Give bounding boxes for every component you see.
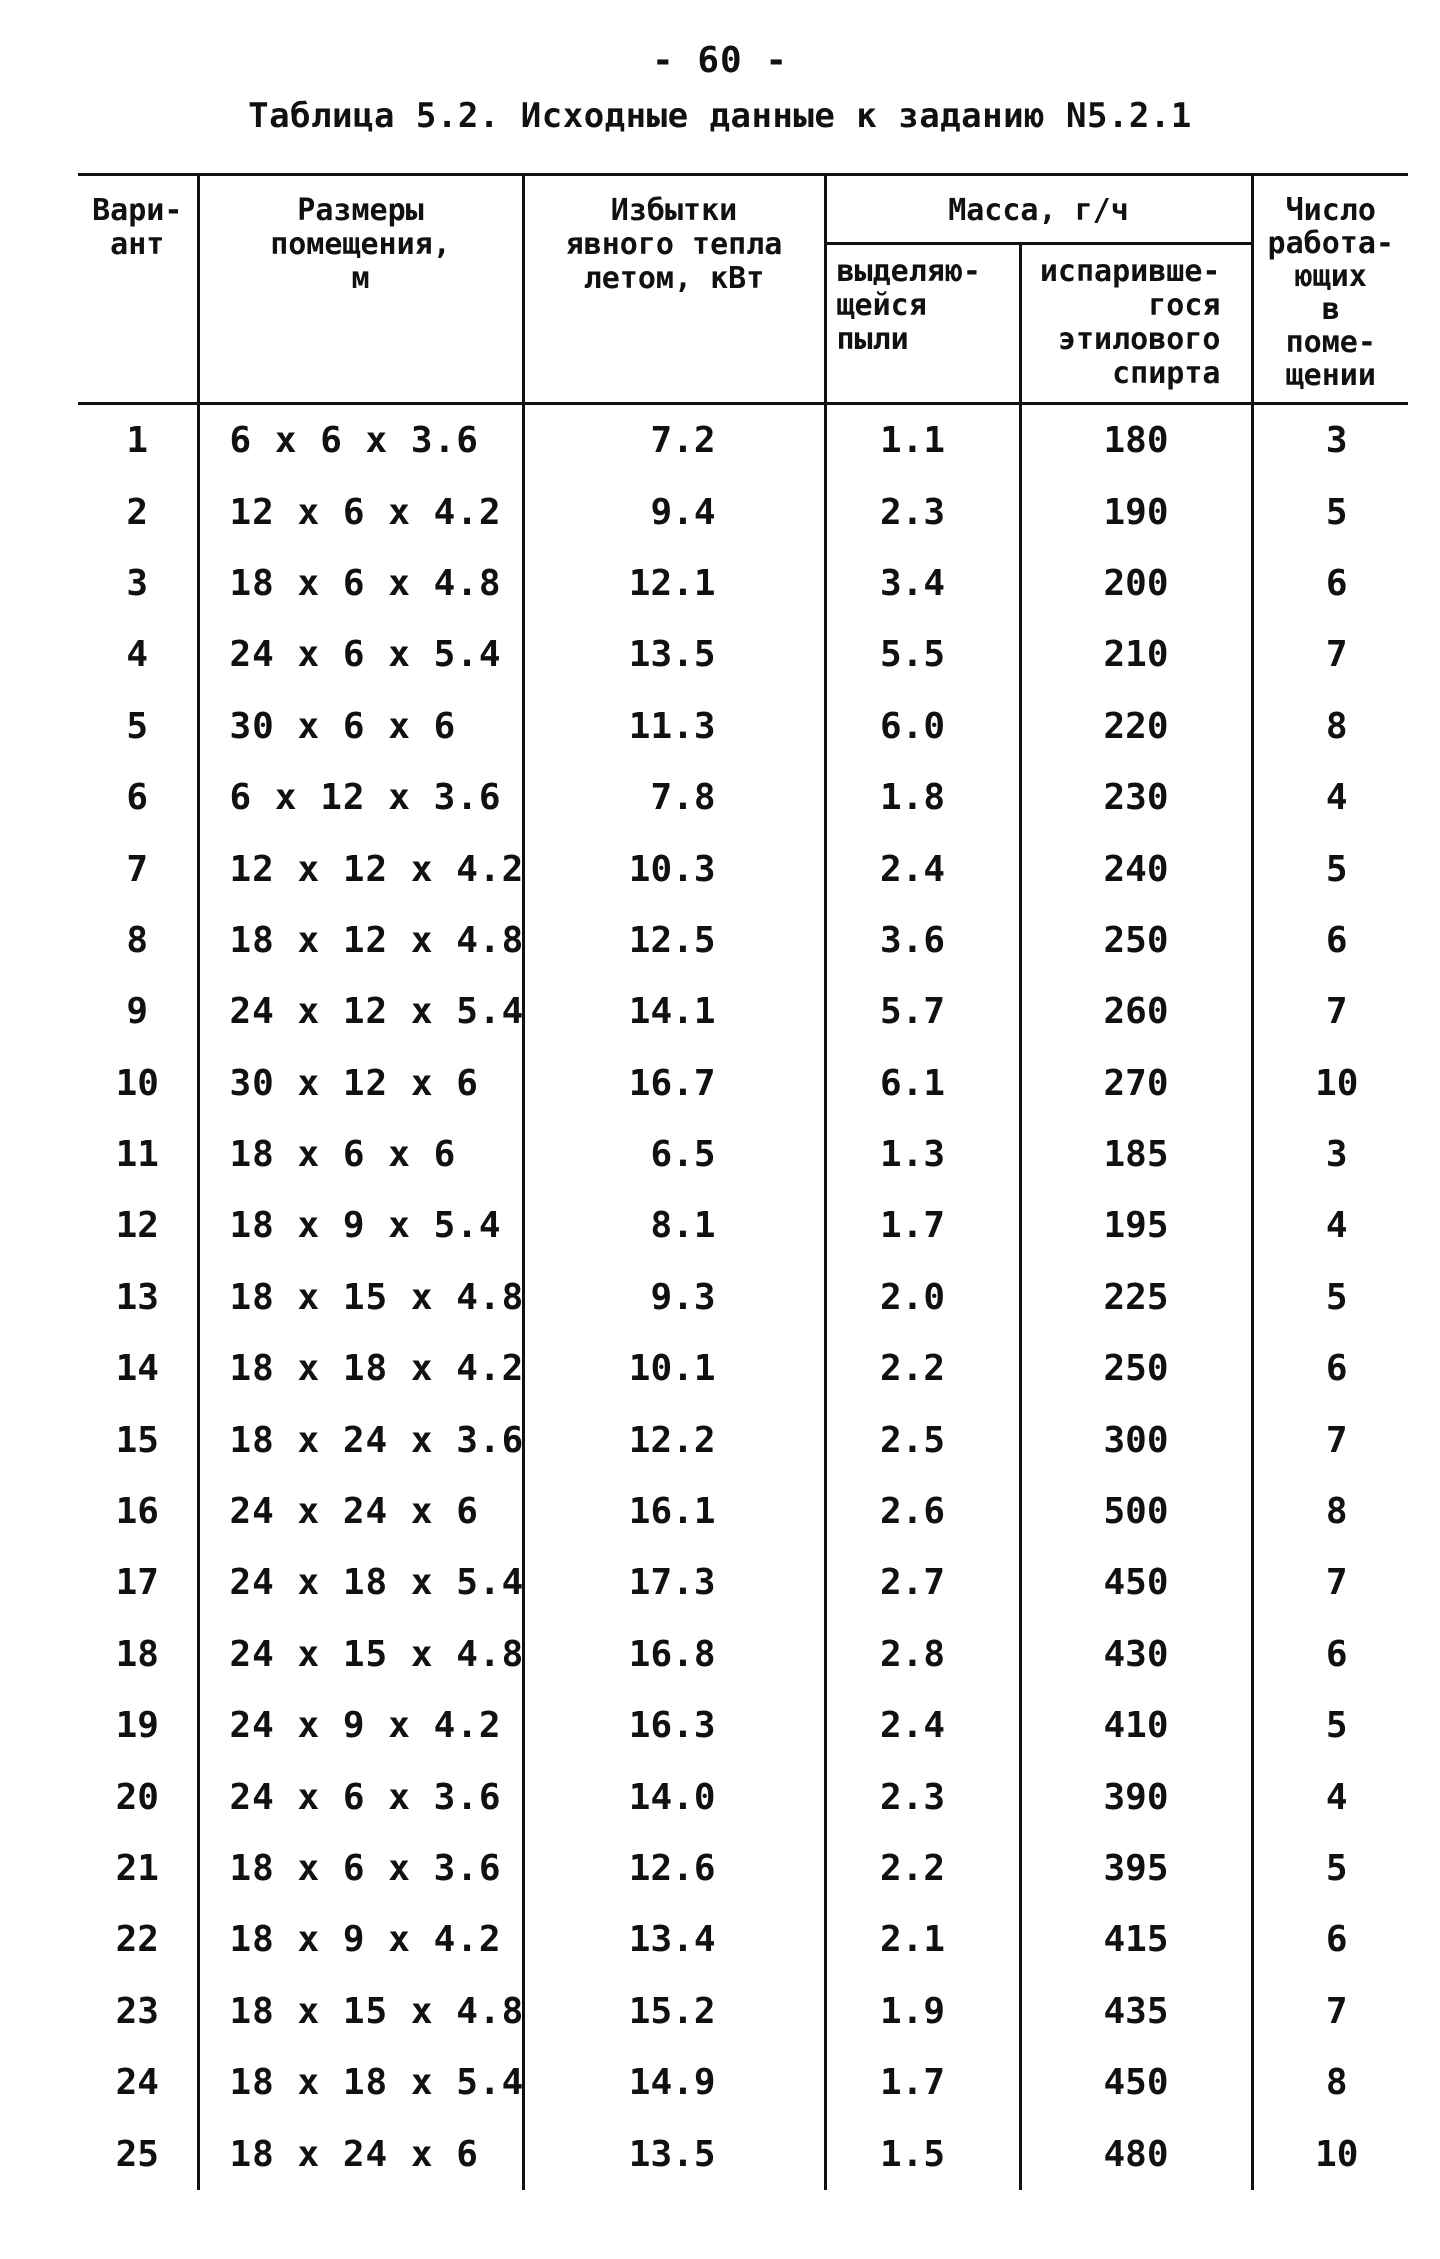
table-row [78,833,1408,904]
cell-workers: 3 [1252,404,1408,477]
cell-workers: 7 [1252,619,1408,690]
cell-variant: 18 [78,1619,198,1690]
cell-variant: 21 [78,1833,198,1904]
cell-room-size: 24 x 6 x 3.6 [198,1761,523,1832]
cell-heat-excess: 16.3 [523,1690,825,1761]
cell-dust: 2.2 [825,1333,1020,1404]
cell-dust: 6.1 [825,1048,1020,1119]
cell-workers: 4 [1252,762,1408,833]
cell-variant: 10 [78,1048,198,1119]
cell-dust: 2.3 [825,476,1020,547]
cell-variant: 25 [78,2118,198,2189]
cell-workers: 5 [1252,476,1408,547]
cell-heat-excess: 17.3 [523,1547,825,1618]
cell-dust: 2.0 [825,1262,1020,1333]
cell-variant: 16 [78,1476,198,1547]
cell-workers: 7 [1252,976,1408,1047]
cell-heat-excess: 6.5 [523,1119,825,1190]
cell-variant: 22 [78,1904,198,1975]
cell-workers: 8 [1252,1476,1408,1547]
cell-alcohol: 410 [1020,1690,1252,1761]
cell-room-size: 18 x 6 x 6 [198,1119,523,1190]
cell-alcohol: 500 [1020,1476,1252,1547]
cell-dust: 1.3 [825,1119,1020,1190]
cell-alcohol: 390 [1020,1761,1252,1832]
table-row [78,2118,1408,2189]
data-table [78,173,1408,2190]
cell-dust: 1.8 [825,762,1020,833]
cell-variant: 12 [78,1190,198,1261]
cell-room-size: 6 x 12 x 3.6 [198,762,523,833]
cell-room-size: 18 x 9 x 4.2 [198,1904,523,1975]
cell-dust: 1.7 [825,2047,1020,2118]
cell-heat-excess: 9.4 [523,476,825,547]
cell-workers: 10 [1252,1048,1408,1119]
cell-dust: 2.4 [825,1690,1020,1761]
table-row [78,1119,1408,1190]
cell-heat-excess: 7.2 [523,404,825,477]
table-row [78,619,1408,690]
header-room-size: Размеры помещения, м [198,175,523,404]
cell-room-size: 24 x 9 x 4.2 [198,1690,523,1761]
cell-room-size: 30 x 12 x 6 [198,1048,523,1119]
table-row [78,1619,1408,1690]
cell-room-size: 12 x 12 x 4.2 [198,833,523,904]
cell-alcohol: 300 [1020,1404,1252,1475]
cell-dust: 5.7 [825,976,1020,1047]
cell-variant: 11 [78,1119,198,1190]
cell-alcohol: 220 [1020,691,1252,762]
cell-alcohol: 190 [1020,476,1252,547]
cell-alcohol: 395 [1020,1833,1252,1904]
cell-dust: 3.4 [825,548,1020,619]
cell-heat-excess: 14.9 [523,2047,825,2118]
cell-room-size: 18 x 18 x 4.2 [198,1333,523,1404]
cell-heat-excess: 13.4 [523,1904,825,1975]
cell-dust: 2.6 [825,1476,1020,1547]
cell-heat-excess: 14.0 [523,1761,825,1832]
table-row [78,404,1408,477]
cell-dust: 2.2 [825,1833,1020,1904]
cell-alcohol: 210 [1020,619,1252,690]
table-row [78,2047,1408,2118]
cell-room-size: 6 x 6 x 3.6 [198,404,523,477]
cell-workers: 6 [1252,905,1408,976]
cell-alcohol: 415 [1020,1904,1252,1975]
table-row [78,691,1408,762]
cell-alcohol: 450 [1020,2047,1252,2118]
table-row [78,1048,1408,1119]
cell-room-size: 18 x 24 x 6 [198,2118,523,2189]
cell-variant: 24 [78,2047,198,2118]
table-row [78,1833,1408,1904]
cell-dust: 6.0 [825,691,1020,762]
table-title: Таблица 5.2. Исходные данные к заданию N5.2.1 [248,96,1192,136]
cell-alcohol: 230 [1020,762,1252,833]
cell-dust: 5.5 [825,619,1020,690]
cell-heat-excess: 12.5 [523,905,825,976]
cell-workers: 5 [1252,1690,1408,1761]
cell-room-size: 18 x 6 x 3.6 [198,1833,523,1904]
cell-workers: 4 [1252,1761,1408,1832]
cell-heat-excess: 16.1 [523,1476,825,1547]
cell-workers: 6 [1252,1333,1408,1404]
cell-workers: 5 [1252,1833,1408,1904]
cell-variant: 14 [78,1333,198,1404]
cell-heat-excess: 16.7 [523,1048,825,1119]
cell-workers: 10 [1252,2118,1408,2189]
cell-workers: 6 [1252,1619,1408,1690]
cell-dust: 3.6 [825,905,1020,976]
cell-alcohol: 450 [1020,1547,1252,1618]
cell-heat-excess: 13.5 [523,2118,825,2189]
cell-alcohol: 480 [1020,2118,1252,2189]
cell-variant: 13 [78,1262,198,1333]
table-row [78,1262,1408,1333]
cell-room-size: 24 x 6 x 5.4 [198,619,523,690]
cell-variant: 6 [78,762,198,833]
table-row [78,1404,1408,1475]
cell-workers: 8 [1252,691,1408,762]
cell-alcohol: 250 [1020,1333,1252,1404]
cell-dust: 1.9 [825,1976,1020,2047]
cell-variant: 8 [78,905,198,976]
cell-heat-excess: 11.3 [523,691,825,762]
cell-room-size: 24 x 12 x 5.4 [198,976,523,1047]
cell-room-size: 24 x 15 x 4.8 [198,1619,523,1690]
cell-workers: 7 [1252,1976,1408,2047]
cell-alcohol: 260 [1020,976,1252,1047]
table-row [78,1690,1408,1761]
header-workers: Число работа- ющих в поме- щении [1252,175,1408,404]
cell-variant: 3 [78,548,198,619]
cell-variant: 4 [78,619,198,690]
table-row [78,1333,1408,1404]
cell-variant: 7 [78,833,198,904]
cell-workers: 7 [1252,1547,1408,1618]
cell-dust: 2.4 [825,833,1020,904]
table-row [78,1547,1408,1618]
cell-workers: 5 [1252,1262,1408,1333]
table-row [78,548,1408,619]
cell-heat-excess: 12.2 [523,1404,825,1475]
cell-heat-excess: 12.1 [523,548,825,619]
page-number: - 60 - [651,40,789,81]
header-variant: Вари- ант [78,175,198,404]
cell-workers: 4 [1252,1190,1408,1261]
cell-dust: 1.5 [825,2118,1020,2189]
header-alcohol: испарившe- гося этилового спирта [1020,244,1252,404]
cell-variant: 1 [78,404,198,477]
header-mass-group: Масса, г/ч [825,175,1252,244]
cell-room-size: 12 x 6 x 4.2 [198,476,523,547]
cell-heat-excess: 15.2 [523,1976,825,2047]
cell-variant: 5 [78,691,198,762]
cell-variant: 20 [78,1761,198,1832]
cell-room-size: 18 x 15 x 4.8 [198,1976,523,2047]
cell-alcohol: 270 [1020,1048,1252,1119]
table-row [78,1190,1408,1261]
table-row [78,1476,1408,1547]
cell-room-size: 18 x 12 x 4.8 [198,905,523,976]
cell-dust: 2.8 [825,1619,1020,1690]
cell-alcohol: 430 [1020,1619,1252,1690]
cell-heat-excess: 16.8 [523,1619,825,1690]
cell-variant: 23 [78,1976,198,2047]
cell-heat-excess: 14.1 [523,976,825,1047]
cell-workers: 7 [1252,1404,1408,1475]
cell-variant: 15 [78,1404,198,1475]
table-row [78,762,1408,833]
header-heat-excess: Избытки явного тепла летом, кВт [523,175,825,404]
cell-room-size: 24 x 24 x 6 [198,1476,523,1547]
table-body [78,404,1408,2190]
cell-alcohol: 240 [1020,833,1252,904]
cell-heat-excess: 10.1 [523,1333,825,1404]
cell-room-size: 18 x 15 x 4.8 [198,1262,523,1333]
cell-alcohol: 435 [1020,1976,1252,2047]
cell-heat-excess: 10.3 [523,833,825,904]
cell-alcohol: 225 [1020,1262,1252,1333]
table-row [78,976,1408,1047]
table-row [78,1761,1408,1832]
cell-alcohol: 195 [1020,1190,1252,1261]
header-dust: выделяю- щейся пыли [825,244,1020,404]
cell-workers: 8 [1252,2047,1408,2118]
cell-workers: 5 [1252,833,1408,904]
cell-heat-excess: 12.6 [523,1833,825,1904]
cell-heat-excess: 9.3 [523,1262,825,1333]
cell-workers: 3 [1252,1119,1408,1190]
cell-workers: 6 [1252,548,1408,619]
cell-alcohol: 185 [1020,1119,1252,1190]
cell-variant: 9 [78,976,198,1047]
table-row [78,905,1408,976]
table-row [78,1904,1408,1975]
cell-workers: 6 [1252,1904,1408,1975]
cell-room-size: 18 x 6 x 4.8 [198,548,523,619]
cell-room-size: 18 x 9 x 5.4 [198,1190,523,1261]
cell-heat-excess: 7.8 [523,762,825,833]
cell-room-size: 18 x 24 x 3.6 [198,1404,523,1475]
cell-dust: 2.7 [825,1547,1020,1618]
cell-dust: 1.1 [825,404,1020,477]
cell-variant: 19 [78,1690,198,1761]
cell-dust: 1.7 [825,1190,1020,1261]
cell-dust: 2.1 [825,1904,1020,1975]
cell-room-size: 30 x 6 x 6 [198,691,523,762]
cell-variant: 17 [78,1547,198,1618]
cell-heat-excess: 13.5 [523,619,825,690]
cell-alcohol: 250 [1020,905,1252,976]
cell-room-size: 18 x 18 x 5.4 [198,2047,523,2118]
table-row [78,1976,1408,2047]
cell-dust: 2.3 [825,1761,1020,1832]
cell-dust: 2.5 [825,1404,1020,1475]
table-row [78,476,1408,547]
cell-variant: 2 [78,476,198,547]
cell-alcohol: 200 [1020,548,1252,619]
cell-room-size: 24 x 18 x 5.4 [198,1547,523,1618]
cell-heat-excess: 8.1 [523,1190,825,1261]
cell-alcohol: 180 [1020,404,1252,477]
